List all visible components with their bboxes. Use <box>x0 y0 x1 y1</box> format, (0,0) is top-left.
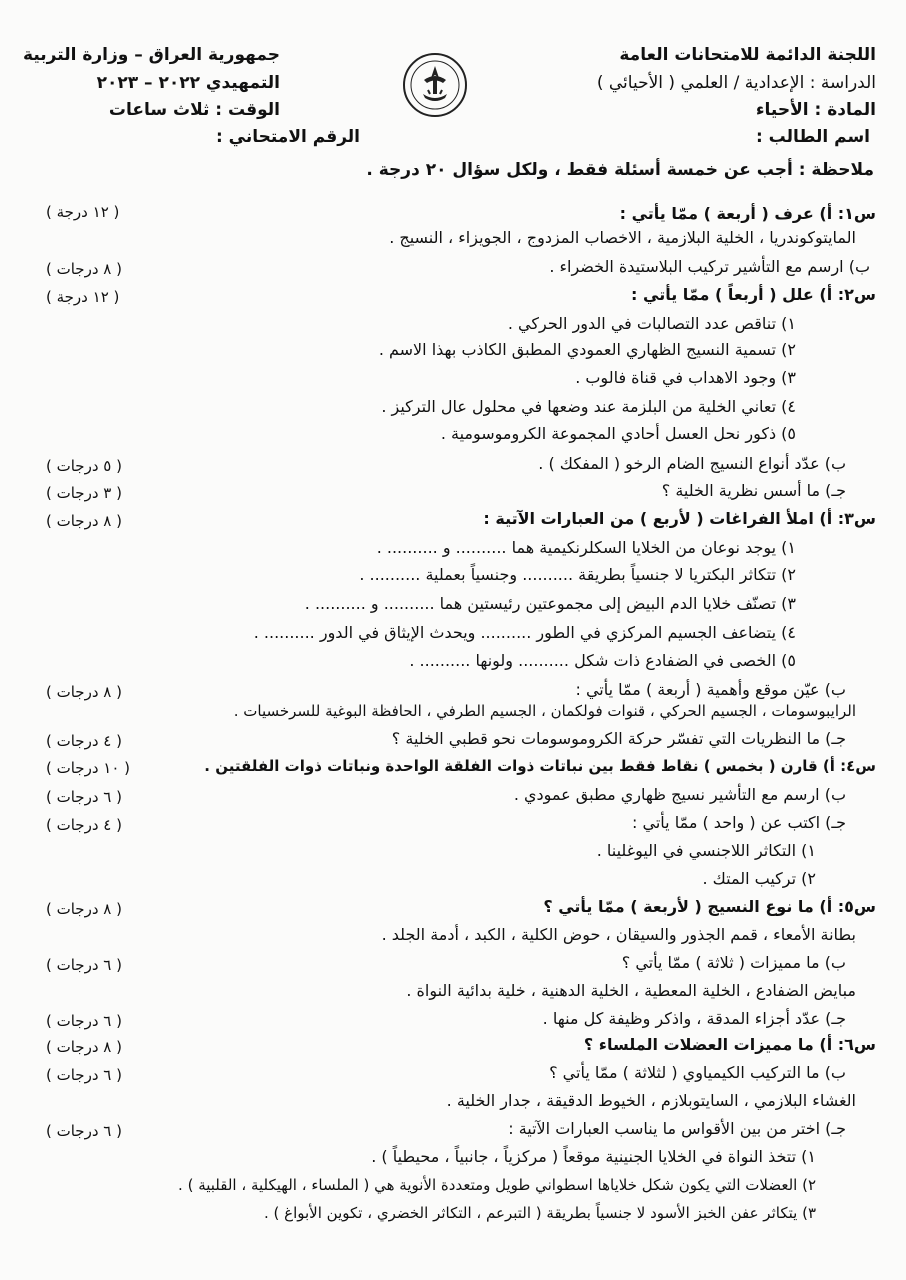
question-line: ٤) تعاني الخلية من البلزمة عند وضعها في محلول عال التركيز . <box>381 397 796 416</box>
question-line: مبايض الضفادع ، الخلية المعطية ، الخلية الدهنية ، خلية بدائية النواة . <box>406 981 856 1000</box>
mark-label: ( ٨ درجات ) <box>46 1038 122 1056</box>
question-line: ٥) ذكور نحل العسل أحادي المجموعة الكروموسومية . <box>440 424 796 443</box>
ministry-seal-icon <box>402 50 468 120</box>
exam-year: التمهيدي ٢٠٢٢ – ٢٠٢٣ <box>96 73 280 93</box>
question-line: ١) التكاثر اللاجنسي في اليوغلينا . <box>596 841 816 860</box>
question-line: ٣) يتكاثر عفن الخبز الأسود لا جنسياً بطريقة ( التبرعم ، التكاثر الخضري ، تكوين الأبواغ ) . <box>263 1204 816 1222</box>
mark-label: ( ٣ درجات ) <box>46 484 122 502</box>
question-line: بطانة الأمعاء ، قمم الجذور والسيقان ، حوض الكلية ، الكبد ، أدمة الجلد . <box>381 925 856 944</box>
mark-label: ( ١٠ درجات ) <box>46 759 131 777</box>
question-line: س٤: أ) قارن ( بخمس ) نقاط فقط بين نباتات ذوات الفلقة الواحدة ونباتات ذوات الفلقتين . <box>204 757 876 775</box>
question-line: ٢) تسمية النسيج الظهاري العمودي المطبق الكاذب بهذا الاسم . <box>378 340 796 359</box>
question-line: ب) ما مميزات ( ثلاثة ) ممّا يأتي ؟ <box>621 953 846 972</box>
question-line: جـ) ما النظريات التي تفسّر حركة الكروموسومات نحو قطبي الخلية ؟ <box>391 729 846 748</box>
mark-label: ( ٤ درجات ) <box>46 816 122 834</box>
question-line: س٢: أ) علل ( أربعاً ) ممّا يأتي : <box>631 285 876 304</box>
committee-title: اللجنة الدائمة للامتحانات العامة <box>619 45 876 65</box>
question-line: ٣) تصنّف خلايا الدم البيض إلى مجموعتين رئيستين هما .......... و .......... . <box>304 594 796 613</box>
question-line: ٥) الخصى في الضفادع ذات شكل .......... ولونها .......... . <box>409 651 796 670</box>
question-line: جـ) ما أسس نظرية الخلية ؟ <box>661 481 846 500</box>
question-line: ٢) تتكاثر البكتريا لا جنسياً بطريقة .......... وجنسياً بعملية .......... . <box>359 565 796 584</box>
question-line: ب) ارسم مع التأشير تركيب البلاستيدة الخضراء . <box>549 257 870 276</box>
question-line: ٣) وجود الاهداب في قناة فالوب . <box>575 368 796 387</box>
exam-time: الوقت : ثلاث ساعات <box>108 100 280 120</box>
mark-label: ( ١٢ درجة ) <box>46 288 120 306</box>
question-line: جـ) عدّد أجزاء المدقة ، واذكر وظيفة كل منها . <box>542 1009 846 1028</box>
question-line: الغشاء البلازمي ، السايتوبلازم ، الخيوط الدقيقة ، جدار الخلية . <box>446 1091 856 1110</box>
republic-ministry: جمهورية العراق – وزارة التربية <box>23 45 280 65</box>
question-line: الرايبوسومات ، الجسيم الحركي ، قنوات فولكمان ، الجسيم الطرفي ، الحافظة البوغية للسرخسيات . <box>233 702 856 720</box>
mark-label: ( ٦ درجات ) <box>46 788 122 806</box>
question-line: س١: أ) عرف ( أربعة ) ممّا يأتي : <box>619 204 876 223</box>
question-line: س٣: أ) املأ الفراغات ( لأربع ) من العبارات الآتية : <box>483 509 876 528</box>
student-name-label: اسم الطالب : <box>755 127 870 147</box>
mark-label: ( ٨ درجات ) <box>46 683 122 701</box>
question-line: ٤) يتضاعف الجسيم المركزي في الطور .......... ويحدث الإيثاق في الدور .......... . <box>253 623 796 642</box>
mark-label: ( ٨ درجات ) <box>46 260 122 278</box>
question-line: ١) تناقص عدد التصالبات في الدور الحركي . <box>507 314 796 333</box>
mark-label: ( ٦ درجات ) <box>46 956 122 974</box>
question-line: جـ) اختر من بين الأقواس ما يناسب العبارات الآتية : <box>508 1119 846 1138</box>
question-line: ب) ارسم مع التأشير نسيج ظهاري مطبق عمودي . <box>513 785 846 804</box>
exam-number-label: الرقم الامتحاني : <box>215 127 360 147</box>
question-line: ب) عدّد أنواع النسيج الضام الرخو ( المفكك ) . <box>538 454 846 473</box>
question-line: ١) تتخذ النواة في الخلايا الجنينية موقعاً ( مركزياً ، جانبياً ، محيطياً ) . <box>371 1147 816 1166</box>
question-line: س٥: أ) ما نوع النسيج ( لأربعة ) ممّا يأتي ؟ <box>543 897 876 916</box>
mark-label: ( ٤ درجات ) <box>46 732 122 750</box>
mark-label: ( ٦ درجات ) <box>46 1012 122 1030</box>
mark-label: ( ١٢ درجة ) <box>46 203 120 221</box>
mark-label: ( ٨ درجات ) <box>46 512 122 530</box>
mark-label: ( ٦ درجات ) <box>46 1066 122 1084</box>
exam-note: ملاحظة : أجب عن خمسة أسئلة فقط ، ولكل سؤال ٢٠ درجة . <box>366 160 874 180</box>
question-line: جـ) اكتب عن ( واحد ) ممّا يأتي : <box>632 813 846 832</box>
subject: المادة : الأحياء <box>755 100 876 120</box>
question-line: ١) يوجد نوعان من الخلايا السكلرنكيمية هما .......... و .......... . <box>376 538 796 557</box>
question-line: ٢) تركيب المتك . <box>702 869 816 888</box>
study-branch: الدراسة : الإعدادية / العلمي ( الأحيائي ) <box>596 73 876 93</box>
question-line: ب) عيّن موقع وأهمية ( أربعة ) ممّا يأتي : <box>575 680 846 699</box>
question-line: ب) ما التركيب الكيمياوي ( لثلاثة ) ممّا يأتي ؟ <box>549 1063 846 1082</box>
question-line: المايتوكوندريا ، الخلية البلازمية ، الاخصاب المزدوج ، الجويزاء ، النسيج . <box>389 228 856 247</box>
mark-label: ( ٦ درجات ) <box>46 1122 122 1140</box>
mark-label: ( ٥ درجات ) <box>46 457 122 475</box>
mark-label: ( ٨ درجات ) <box>46 900 122 918</box>
question-line: س٦: أ) ما مميزات العضلات الملساء ؟ <box>583 1035 876 1054</box>
question-line: ٢) العضلات التي يكون شكل خلاياها اسطواني طويل ومتعددة الأنوية هي ( الملساء ، الهيكلية ، القلبية ) . <box>178 1176 816 1194</box>
